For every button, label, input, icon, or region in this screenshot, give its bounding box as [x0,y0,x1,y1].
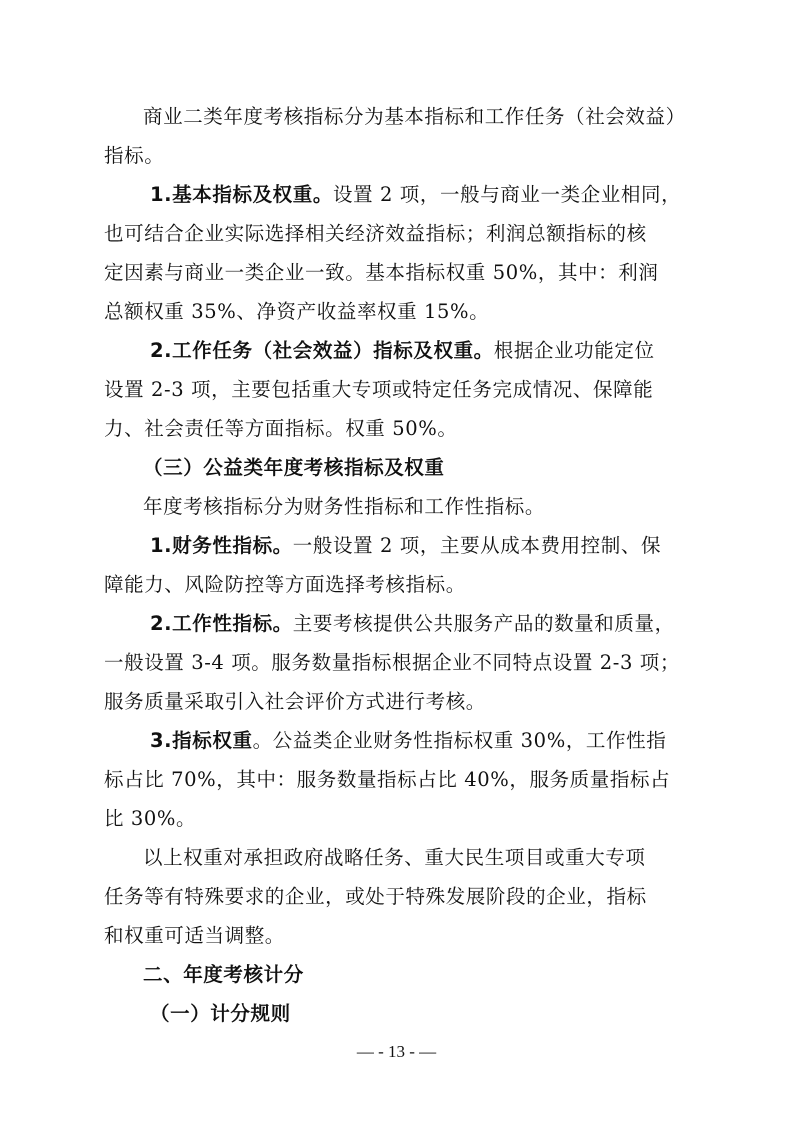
paragraph-line: 商业二类年度考核指标分为基本指标和工作任务（社会效益） [143,105,686,128]
paragraph-line: 力、社会责任等方面指标。权重 50%。 [104,417,458,440]
paragraph-line: 以上权重对承担政府战略任务、重大民生项目或重大专项 [143,846,646,869]
paragraph-line: 定因素与商业一类企业一致。基本指标权重 50%，其中：利润 [104,261,659,284]
item-heading: 2.工作性指标。 [150,612,293,635]
paragraph-line: 障能力、风险防控等方面选择考核指标。 [104,573,466,596]
paragraph-line: 2.工作任务（社会效益）指标及权重。根据企业功能定位 [150,339,655,362]
paragraph-line: 比 30%。 [104,807,197,830]
chapter-heading: 二、年度考核计分 [143,963,304,986]
item-heading: 1.财务性指标。 [150,534,293,557]
paragraph-line: 和权重可适当调整。 [104,924,285,947]
paragraph-line: 标占比 70%，其中：服务数量指标占比 40%，服务质量指标占 [104,768,671,791]
paragraph-line: 1.财务性指标。一般设置 2 项，主要从成本费用控制、保 [150,534,662,557]
paragraph-line: 2.工作性指标。主要考核提供公共服务产品的数量和质量， [150,612,675,635]
paragraph-line: 3.指标权重。公益类企业财务性指标权重 30%，工作性指 [150,729,667,752]
item-heading: 1.基本指标及权重。 [150,183,333,206]
paragraph-line: 1.基本指标及权重。设置 2 项，一般与商业一类企业相同， [150,183,682,206]
item-heading: 2.工作任务（社会效益）指标及权重。 [150,339,494,362]
paragraph-line: 总额权重 35%、净资产收益率权重 15%。 [104,300,490,323]
paragraph-line: 年度考核指标分为财务性指标和工作性指标。 [143,495,546,518]
page-number: — - 13 - — [356,1042,437,1061]
paragraph-line: 服务质量采取引入社会评价方式进行考核。 [104,690,486,713]
subsection-heading: （一）计分规则 [150,1002,291,1025]
paragraph-line: 也可结合企业实际选择相关经济效益指标；利润总额指标的核 [104,222,647,245]
paragraph-line: 指标。 [104,144,165,167]
paragraph-line: 一般设置 3-4 项。服务数量指标根据企业不同特点设置 2-3 项； [104,651,680,674]
item-heading: 3.指标权重 [150,729,253,752]
paragraph-line: 设置 2-3 项，主要包括重大专项或特定任务完成情况、保障能 [104,378,654,401]
paragraph-line: 任务等有特殊要求的企业，或处于特殊发展阶段的企业，指标 [104,885,647,908]
section-heading: （三）公益类年度考核指标及权重 [143,456,445,479]
